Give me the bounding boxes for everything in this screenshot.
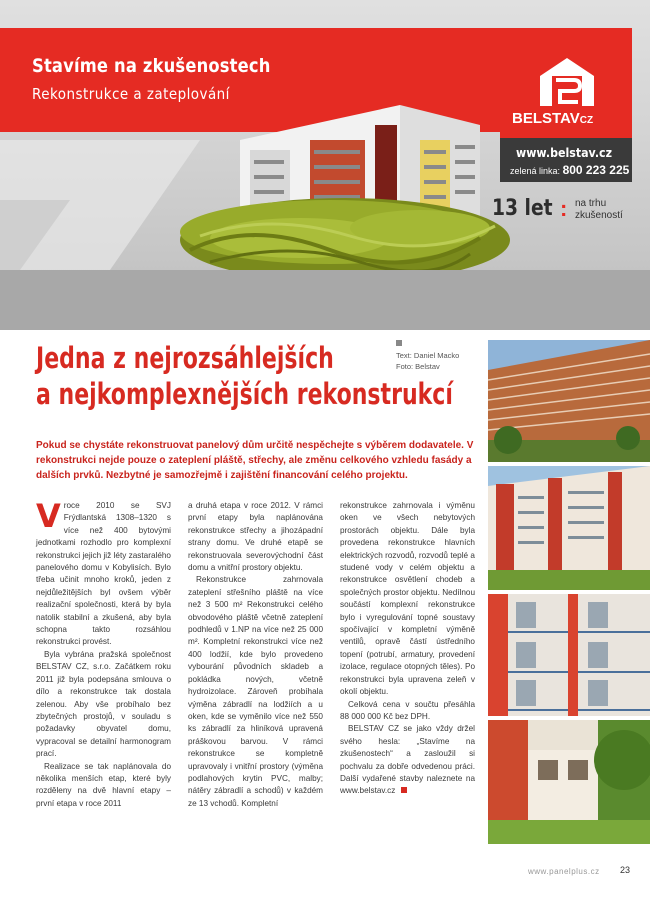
years-note [575, 198, 623, 222]
paragraph: Byla vybrána pražská společnost BELSTAV CZ, s.r.o. Začátkem roku 2011 již byla podepsána smlouva o dílo a rekonstrukce tak dostala zelenou. Aby vše probíhalo bez zbytečných prostojů, v souladu s požadavky obyvatel domu, vypracoval se detailní harmonogram prací. [36, 649, 171, 759]
banner-website-link[interactable]: www.belstav.cz [516, 146, 613, 160]
article-column-3 [340, 500, 475, 798]
article-headline [36, 340, 453, 412]
credit-author: Text: Daniel Macko [396, 351, 460, 360]
advertisement-banner [0, 0, 650, 330]
article-end-mark [401, 787, 407, 793]
article-column-1 [36, 497, 171, 810]
years-note-line2: zkušeností [575, 210, 623, 221]
banner-subslogan: Rekonstrukce a zateplování [32, 85, 230, 103]
hotline-number: 800 223 225 [562, 163, 630, 177]
hotline [510, 163, 629, 177]
paragraph: BELSTAV CZ se jako vždy držel svého hesla: „Stavíme na zkušenostech“ a zasloužil si pochvalu za dobře odvedenou práci. Další vydařené stavby naleznete na www.belstav.cz [340, 724, 475, 796]
article-column-2 [188, 500, 323, 810]
brand-suffix: CZ [579, 115, 594, 126]
paragraph: Celková cena v součtu přesáhla 88 000 000 Kč bez DPH. [340, 699, 475, 721]
headline-line2: a nejkomplexnějších rekonstrukcí [36, 377, 453, 411]
belstav-logo-icon [540, 58, 594, 106]
photo-building-long-view [488, 340, 650, 462]
credit-square-icon [396, 340, 402, 346]
years-colon-mark: : [560, 196, 568, 221]
dropcap: V [36, 497, 61, 535]
paragraph: Realizace se tak naplánovala do několika menších etap, které byly rozděleny na dvě hlavní etapy – první etapa v roce 2011 [36, 761, 171, 808]
banner-gray-band [0, 270, 650, 330]
banner-slogan: Stavíme na zkušenostech [32, 55, 271, 77]
headline-line1: Jedna z nejrozsáhlejších [36, 341, 334, 375]
photo-entrance-greenery [488, 720, 650, 844]
brand-name [512, 110, 593, 127]
page-number: 23 [620, 865, 631, 875]
years-badge: 13 let [492, 196, 553, 221]
paragraph: roce 2010 se SVJ Frýdlantská 1308–1320 s více než 400 bytovými jednotkami rozhodlo pro komplexní rekonstrukci jejich již léty zastaralého panelového domu v Kobylisích. Bylo třeba učinit mnoho kroků, jeden z nejdůležitějších byl ovšem výběr realizační společnosti, která by byla natolik stabilní a zkušená, aby byla schopna takto rozsáhlou rekonstrukci provést. [36, 501, 171, 647]
article-credits [396, 350, 459, 372]
hotline-label: zelená linka: [510, 166, 561, 176]
photo-loggias-detail [488, 594, 650, 716]
paragraph: a druhá etapa v roce 2012. V rámci první etapy byla naplánována rekonstrukce střechy a jihozápadní strany domu. Ve druhé etapě se rekonstruovala severovýchodní část domu a vnitřní prostory objektu. [188, 501, 323, 573]
photo-building-front [488, 466, 650, 590]
years-note-line1: na trhu [575, 198, 607, 209]
footer-website[interactable]: www.panelplus.cz [528, 867, 600, 876]
paragraph: Rekonstrukce zahrnovala zateplení střešního pláště na více než 3 500 m² Rekonstrukci celého obvodového pláště včetně zateplení podhledů v 1.NP na více než 25 000 m². Kompletní rekonstrukci více než 400 lodžií, kde bylo provedeno vybourání původních skladeb a pokládka nových, včetně hydroizolace. Zároveň probíhala výměna zábradlí na lodžiích a u oken, kde se vyměnilo více než 550 ks zábradlí za hliníková upravená práškovou barvou. V rámci rekonstrukce se kompletně upravovaly i vnitřní prostory (výměna podlahových krytin PVC, malby; nátěry zábradlí a schodů) v každém ze 13 vchodů. Kompletní [188, 575, 323, 808]
brand-text: BELSTAV [512, 110, 580, 127]
credit-photo: Foto: Belstav [396, 362, 440, 371]
article-lead: Pokud se chystáte rekonstruovat panelový dům určitě nespěchejte s výběrem dodavatele. V rekonstrukci nejde pouze o zateplení pláště, střechy, ale změnu celkového vzhledu fasády a dalších prvků. Nezbytné je samozřejmě i zajištění financování celého projektu. [36, 440, 474, 481]
paragraph: rekonstrukce zahrnovala i výměnu oken ve všech nebytových prostorách objektu. Dále byla provedena rekonstrukce hlavních elektrických rozvodů, rozvodů teplé a studené vody v celém objektu a rekonstrukce osvětlení chodeb a společných prostor objektu. Nedílnou součástí komplexní rekonstrukce bylo i vyregulování topné soustavy spočívající v kompletní výměně ventilů, opravě částí ústředního topení (potrubí, armatury, provedení izolace, regulace otopných těles). Po rekonstrukci byla upravena zeleň v okolí objektu. [340, 501, 475, 697]
